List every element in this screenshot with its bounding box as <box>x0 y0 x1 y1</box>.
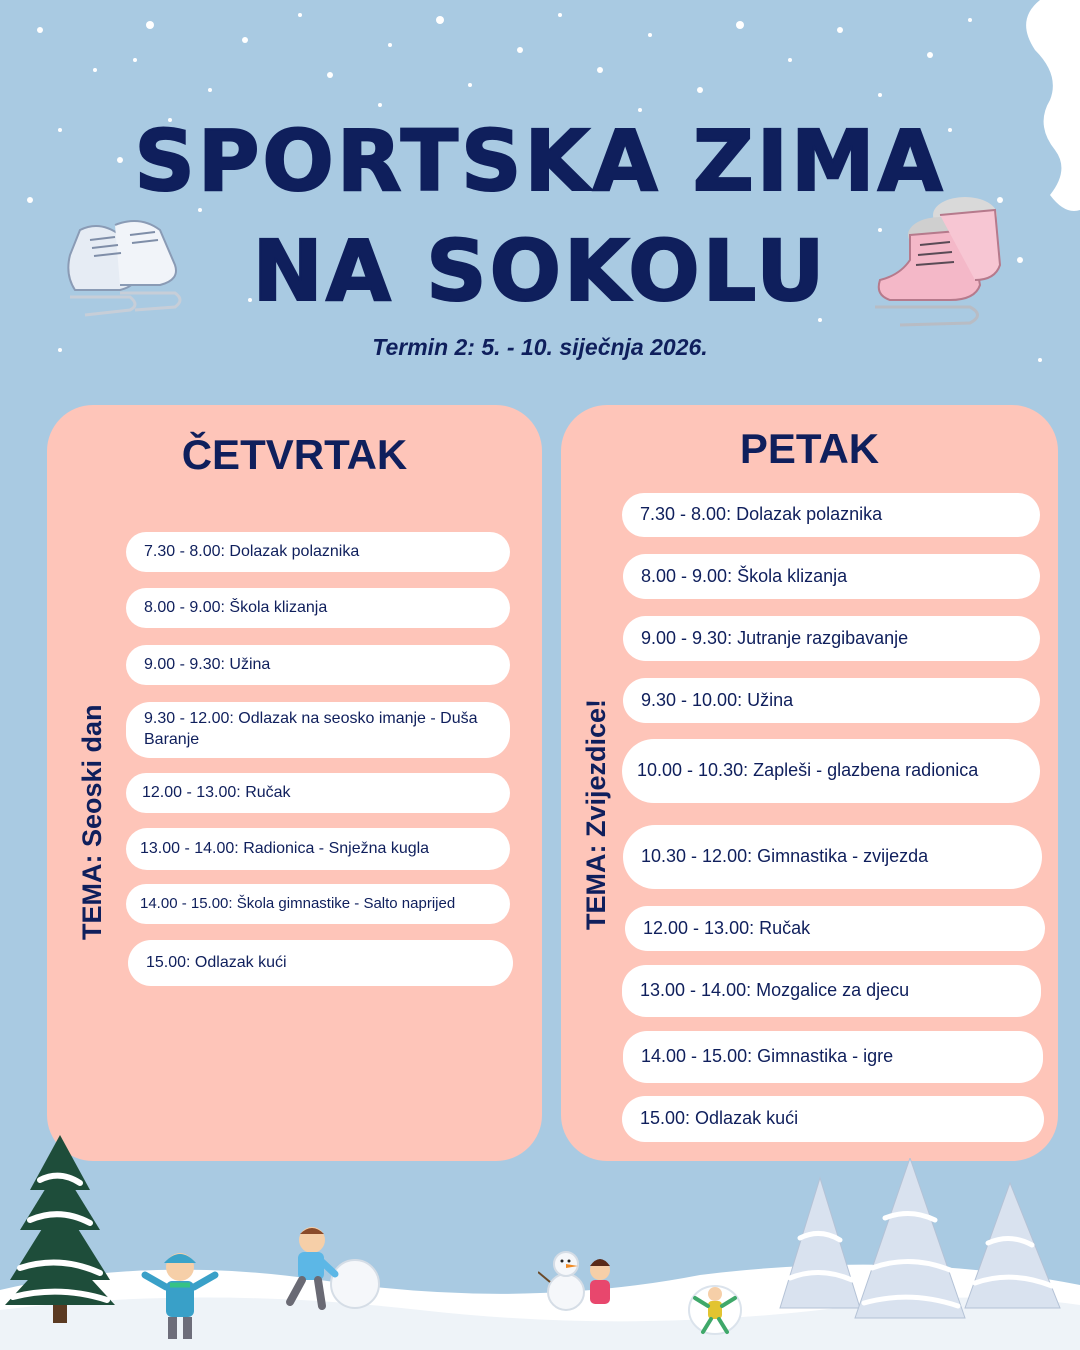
snowy-trees-icon <box>760 1158 1080 1328</box>
pink-skates-icon <box>870 185 1005 330</box>
thursday-item: 12.00 - 13.00: Ručak <box>126 773 510 813</box>
snow-angel-icon <box>685 1278 745 1338</box>
child-waving-icon <box>140 1245 220 1345</box>
thursday-theme: TEMA: Seoski dan <box>77 704 107 940</box>
thursday-item: 9.30 - 12.00: Odlazak na seosko imanje - Duša Baranje <box>126 702 510 758</box>
boy-snowball-icon <box>280 1222 380 1312</box>
title-line1: SPORTSKA ZIMA <box>134 112 946 210</box>
friday-item: 10.30 - 12.00: Gimnastika - zvijezda <box>623 825 1042 889</box>
thursday-heading: ČETVRTAK <box>181 431 408 478</box>
thursday-item: 14.00 - 15.00: Škola gimnastike - Salto naprijed <box>126 884 510 924</box>
friday-item: 14.00 - 15.00: Gimnastika - igre <box>623 1031 1043 1083</box>
friday-item: 9.30 - 10.00: Užina <box>623 678 1040 723</box>
thursday-item: 9.00 - 9.30: Užina <box>126 645 510 685</box>
thursday-panel <box>47 405 542 1161</box>
snowman-girl-icon <box>538 1242 623 1312</box>
friday-item: 8.00 - 9.00: Škola klizanja <box>623 554 1040 599</box>
friday-item: 9.00 - 9.30: Jutranje razgibavanje <box>623 616 1040 661</box>
friday-theme: TEMA: Zvijezdice! <box>581 698 611 930</box>
friday-item: 15.00: Odlazak kući <box>622 1096 1044 1142</box>
friday-item: 7.30 - 8.00: Dolazak polaznika <box>622 493 1040 537</box>
thursday-item: 8.00 - 9.00: Škola klizanja <box>126 588 510 628</box>
thursday-item: 15.00: Odlazak kući <box>128 940 513 986</box>
friday-item: 12.00 - 13.00: Ručak <box>625 906 1045 951</box>
title-line2: NA SOKOLU <box>252 222 828 320</box>
thursday-item: 7.30 - 8.00: Dolazak polaznika <box>126 532 510 572</box>
snowy-tree-icon <box>5 1135 115 1325</box>
thursday-item: 13.00 - 14.00: Radionica - Snježna kugla <box>126 828 510 870</box>
friday-panel <box>561 405 1058 1161</box>
friday-item: 13.00 - 14.00: Mozgalice za djecu <box>622 965 1041 1017</box>
subtitle: Termin 2: 5. - 10. siječnja 2026. <box>372 334 708 360</box>
white-skates-icon <box>60 215 190 325</box>
friday-item: 10.00 - 10.30: Zapleši - glazbena radionica <box>622 739 1040 803</box>
friday-heading: PETAK <box>739 425 880 472</box>
